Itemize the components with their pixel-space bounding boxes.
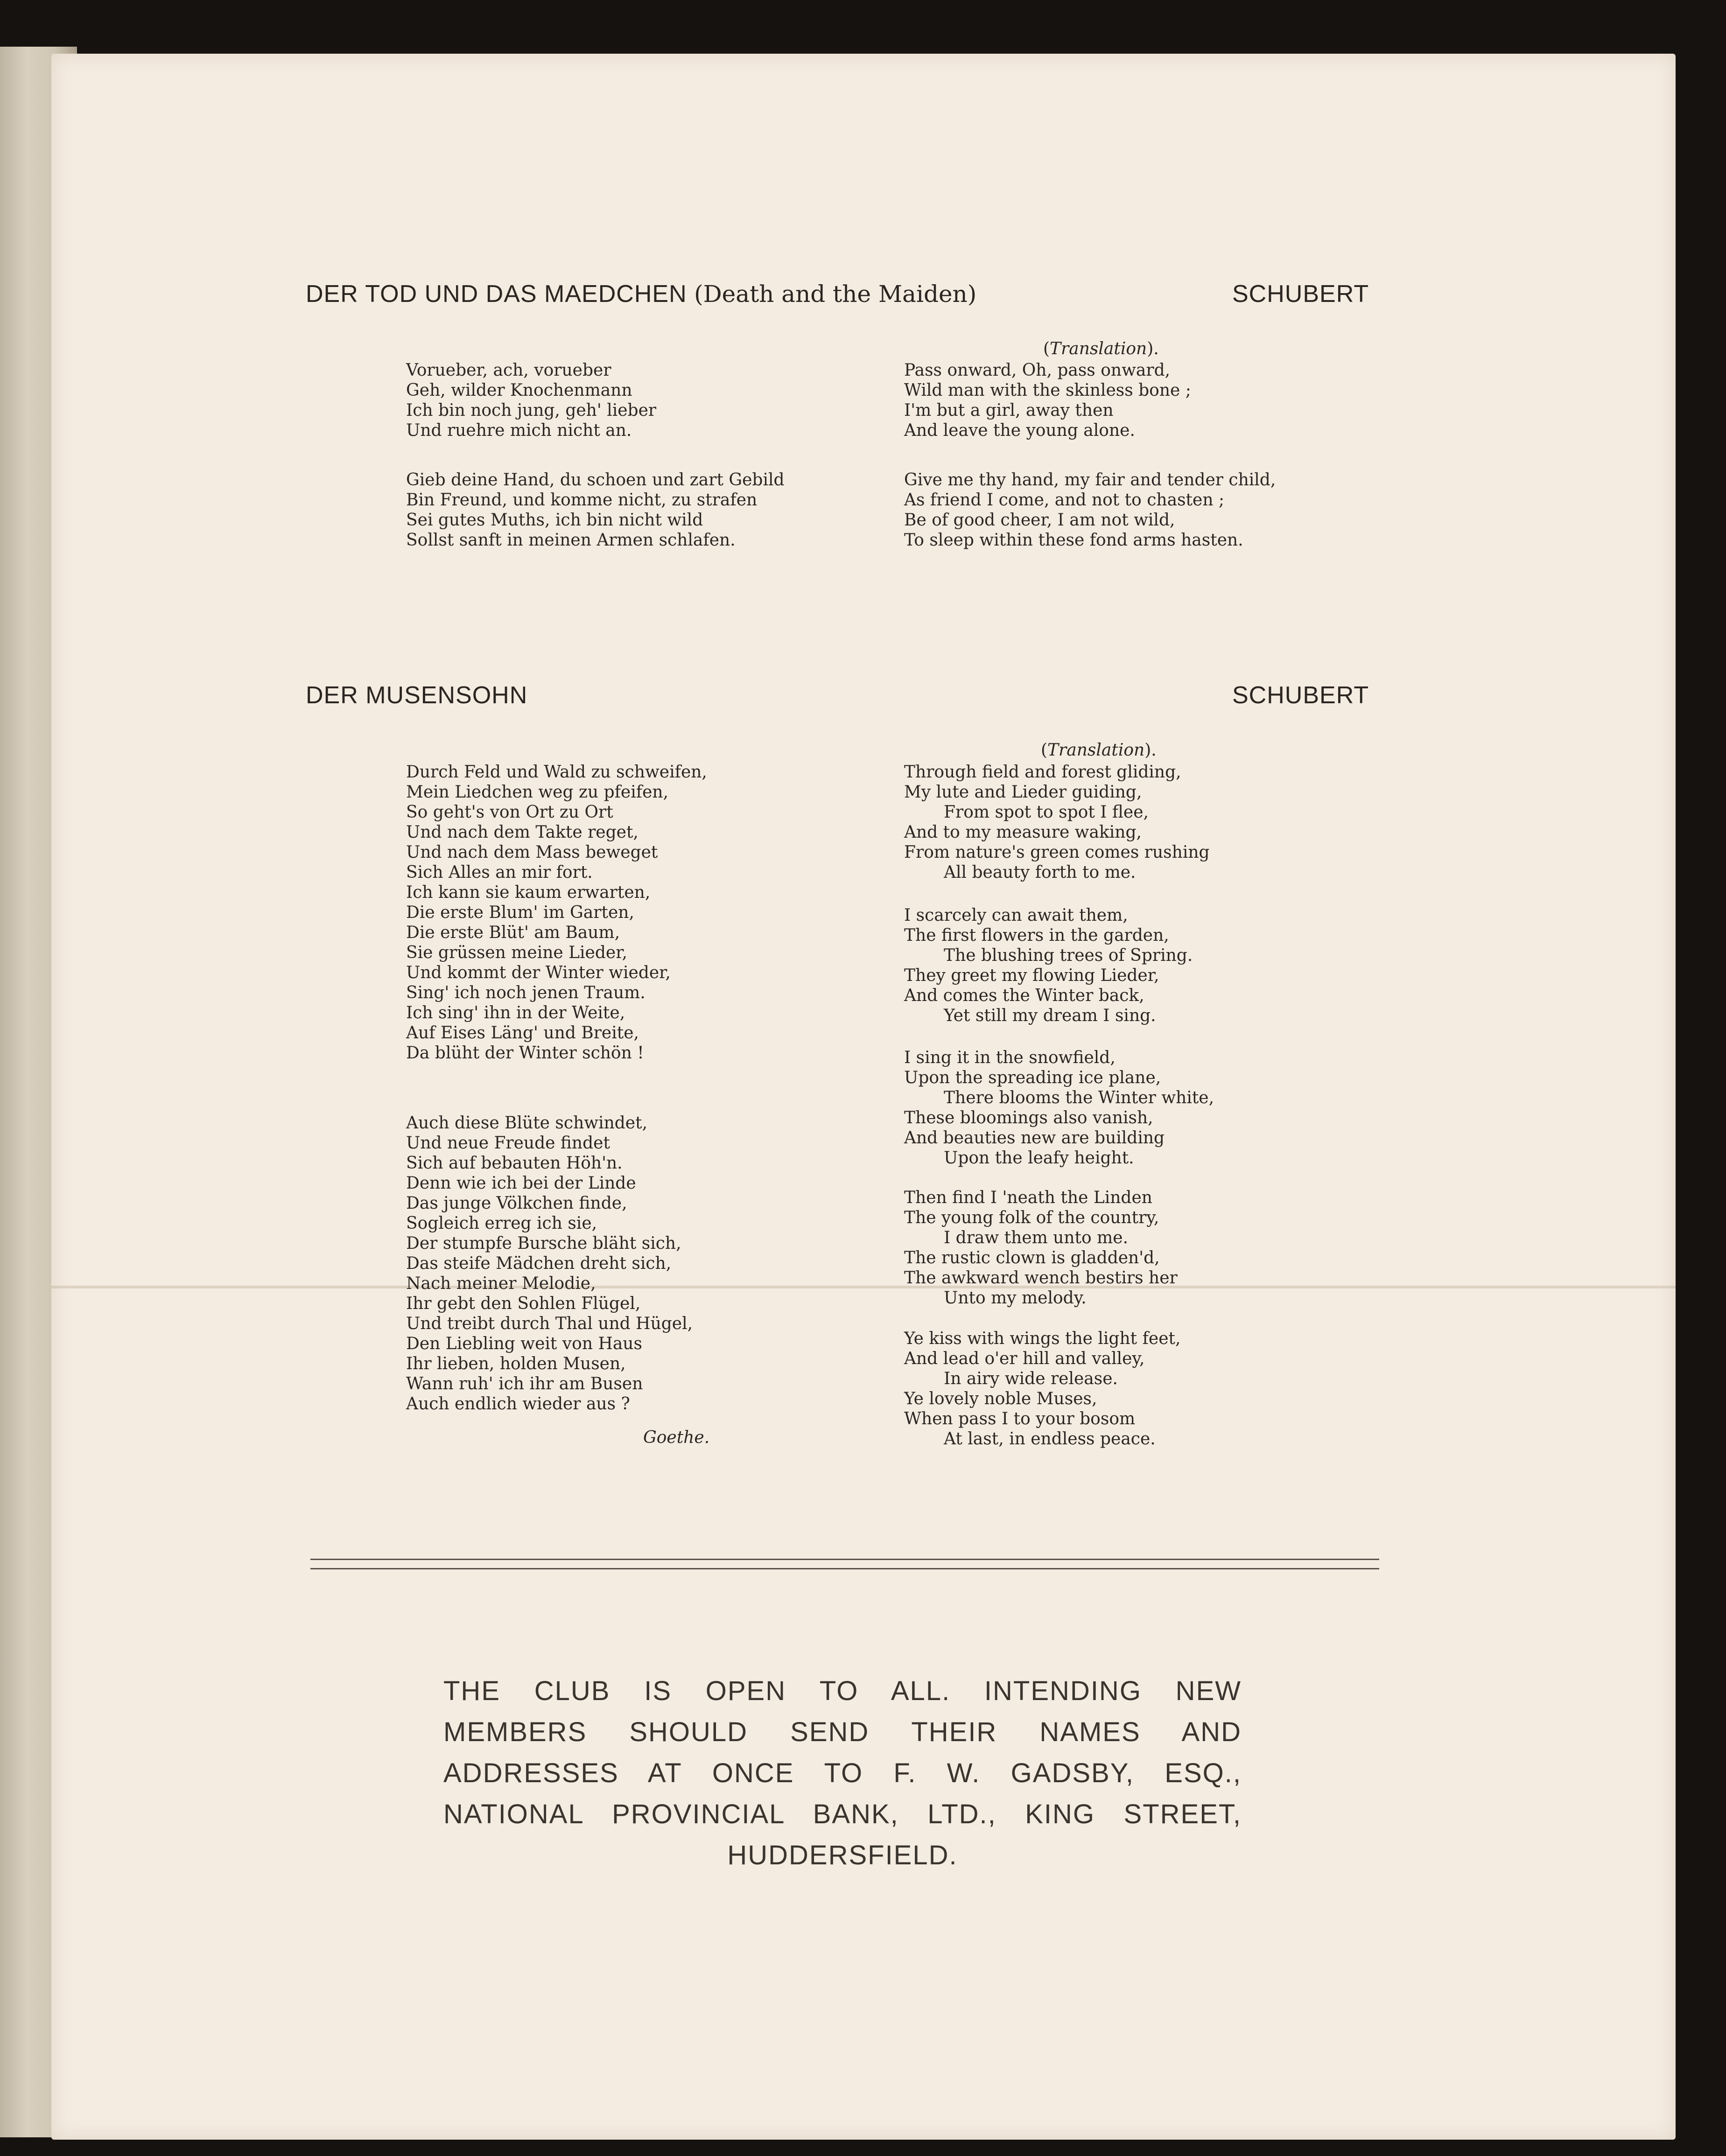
verse-line: There blooms the Winter white, <box>944 1088 1214 1107</box>
notice-line: MEMBERS SHOULD SEND THEIR NAMES AND <box>443 1717 1242 1747</box>
notice-line: HUDDERSFIELD. <box>727 1840 958 1870</box>
verse-line: Die erste Blüt' am Baum, <box>406 923 620 942</box>
verse-line: Sich Alles an mir fort. <box>406 863 593 882</box>
verse-line: Und treibt durch Thal und Hügel, <box>406 1314 693 1333</box>
song2-german-stanza-2 <box>406 1113 693 1414</box>
verse-line: Die erste Blum' im Garten, <box>406 903 634 922</box>
verse-line: Ihr lieben, holden Musen, <box>406 1354 626 1373</box>
verse-line: Be of good cheer, I am not wild, <box>904 511 1175 530</box>
verse-line: Ich kann sie kaum erwarten, <box>406 883 651 902</box>
verse-line: Sie grüssen meine Lieder, <box>406 943 627 962</box>
verse-line: The young folk of the country, <box>904 1208 1159 1227</box>
verse-line: Sogleich erreg ich sie, <box>406 1214 597 1233</box>
song1-title: DER TOD UND DAS MAEDCHEN <box>306 280 687 308</box>
verse-line: Sei gutes Muths, ich bin nicht wild <box>406 511 703 530</box>
song2-english-stanza-3 <box>904 1048 1214 1168</box>
verse-line: Und nach dem Takte reget, <box>406 823 638 842</box>
verse-line: At last, in endless peace. <box>944 1429 1156 1449</box>
verse-line: Auch diese Blüte schwindet, <box>406 1113 648 1133</box>
song2-english-stanza-1 <box>904 762 1210 882</box>
verse-line: Und nach dem Mass beweget <box>406 843 658 862</box>
song2-composer: SCHUBERT <box>1232 682 1369 709</box>
verse-line: So geht's von Ort zu Ort <box>406 803 613 822</box>
song2-english-stanza-5 <box>904 1329 1180 1449</box>
verse-line: Wann ruh' ich ihr am Busen <box>406 1374 643 1393</box>
verse-line: From nature's green comes rushing <box>904 843 1210 862</box>
verse-line: I sing it in the snowfield, <box>904 1048 1116 1067</box>
verse-line: Sollst sanft in meinen Armen schlafen. <box>406 531 736 550</box>
verse-line: I'm but a girl, away then <box>904 401 1114 420</box>
verse-line: All beauty forth to me. <box>944 863 1136 882</box>
verse-line: Gieb deine Hand, du schoen und zart Gebild <box>406 470 785 490</box>
club-notice <box>443 1671 1242 1876</box>
verse-line: Yet still my dream I sing. <box>944 1006 1156 1025</box>
verse-line: Sich auf bebauten Höh'n. <box>406 1154 623 1173</box>
song2-english-stanza-2 <box>904 905 1193 1026</box>
verse-line: Und kommt der Winter wieder, <box>406 963 671 982</box>
verse-line: Upon the spreading ice plane, <box>904 1068 1161 1087</box>
verse-line: Sing' ich noch jenen Traum. <box>406 983 645 1002</box>
divider-rule-top <box>310 1559 1379 1560</box>
verse-line: My lute and Lieder guiding, <box>904 783 1142 802</box>
song1-german-stanza-2 <box>406 470 785 550</box>
verse-line: Das junge Völkchen finde, <box>406 1194 627 1213</box>
verse-line: In airy wide release. <box>944 1369 1118 1388</box>
song2-german-stanza-1 <box>406 762 707 1063</box>
verse-line: And to my measure waking, <box>904 823 1142 842</box>
verse-line: Nach meiner Melodie, <box>406 1274 596 1293</box>
verse-line: Durch Feld und Wald zu schweifen, <box>406 763 707 782</box>
verse-line: And leave the young alone. <box>904 421 1135 440</box>
song1-composer: SCHUBERT <box>1232 280 1369 308</box>
verse-line: The first flowers in the garden, <box>904 926 1169 945</box>
song2-english-stanza-4 <box>904 1188 1178 1308</box>
verse-line: Geh, wilder Knochenmann <box>406 381 632 400</box>
verse-line: To sleep within these fond arms hasten. <box>904 531 1243 550</box>
verse-line: From spot to spot I flee, <box>944 803 1149 822</box>
verse-line: The rustic clown is gladden'd, <box>904 1248 1160 1267</box>
verse-line: Ich bin noch jung, geh' lieber <box>406 401 657 420</box>
verse-line: The awkward wench bestirs her <box>904 1268 1178 1288</box>
verse-line: Und ruehre mich nicht an. <box>406 421 632 440</box>
divider-rule-bottom <box>310 1568 1379 1569</box>
verse-line: Vorueber, ach, vorueber <box>406 361 611 380</box>
verse-line: Das steife Mädchen dreht sich, <box>406 1254 672 1273</box>
notice-line: ADDRESSES AT ONCE TO F. W. GADSBY, ESQ., <box>443 1758 1242 1788</box>
verse-line: These bloomings also vanish, <box>904 1108 1153 1127</box>
verse-line: And lead o'er hill and valley, <box>904 1349 1145 1368</box>
verse-line: Wild man with the skinless bone ; <box>904 381 1191 400</box>
verse-line: Den Liebling weit von Haus <box>406 1334 642 1353</box>
song2-translation-label: (Translation). <box>1041 741 1157 760</box>
verse-line: Auch endlich wieder aus ? <box>406 1394 630 1414</box>
notice-line: NATIONAL PROVINCIAL BANK, LTD., KING STREET, <box>443 1799 1242 1829</box>
verse-line: Through field and forest gliding, <box>904 763 1181 782</box>
verse-line: I draw them unto me. <box>944 1228 1129 1247</box>
verse-line: And beauties new are building <box>904 1128 1165 1148</box>
verse-line: I scarcely can await them, <box>904 906 1128 925</box>
verse-line: Denn wie ich bei der Linde <box>406 1174 636 1193</box>
verse-line: Give me thy hand, my fair and tender child, <box>904 470 1276 490</box>
notice-line: THE CLUB IS OPEN TO ALL. INTENDING NEW <box>443 1676 1242 1706</box>
verse-line: As friend I come, and not to chasten ; <box>904 490 1225 510</box>
song1-title-line <box>306 280 976 308</box>
song1-english-stanza-1 <box>904 360 1191 441</box>
verse-line: Da blüht der Winter schön ! <box>406 1043 644 1063</box>
verse-line: Unto my melody. <box>944 1288 1087 1308</box>
verse-line: Bin Freund, und komme nicht, zu strafen <box>406 490 758 510</box>
verse-line: Der stumpfe Bursche bläht sich, <box>406 1234 681 1253</box>
verse-line: Ye kiss with wings the light feet, <box>904 1329 1181 1348</box>
song2-title: DER MUSENSOHN <box>306 682 528 709</box>
verse-line: Then find I 'neath the Linden <box>904 1188 1152 1207</box>
verse-line: Ye lovely noble Muses, <box>904 1389 1097 1408</box>
verse-line: The blushing trees of Spring. <box>944 946 1193 965</box>
song1-subtitle: (Death and the Maiden) <box>694 280 977 308</box>
verse-line: Pass onward, Oh, pass onward, <box>904 361 1171 380</box>
verse-line: Ihr gebt den Sohlen Flügel, <box>406 1294 641 1313</box>
verse-line: When pass I to your bosom <box>904 1409 1136 1428</box>
verse-line: Auf Eises Läng' und Breite, <box>406 1023 639 1043</box>
poem-author: Goethe. <box>643 1428 710 1447</box>
verse-line: They greet my flowing Lieder, <box>904 966 1159 985</box>
verse-line: Und neue Freude findet <box>406 1134 610 1153</box>
song1-german-stanza-1 <box>406 360 656 441</box>
verse-line: Ich sing' ihn in der Weite, <box>406 1003 625 1022</box>
verse-line: Upon the leafy height. <box>944 1148 1134 1168</box>
verse-line: And comes the Winter back, <box>904 986 1144 1005</box>
verse-line: Mein Liedchen weg zu pfeifen, <box>406 783 669 802</box>
song1-translation-label: (Translation). <box>1043 339 1159 358</box>
song1-english-stanza-2 <box>904 470 1276 550</box>
